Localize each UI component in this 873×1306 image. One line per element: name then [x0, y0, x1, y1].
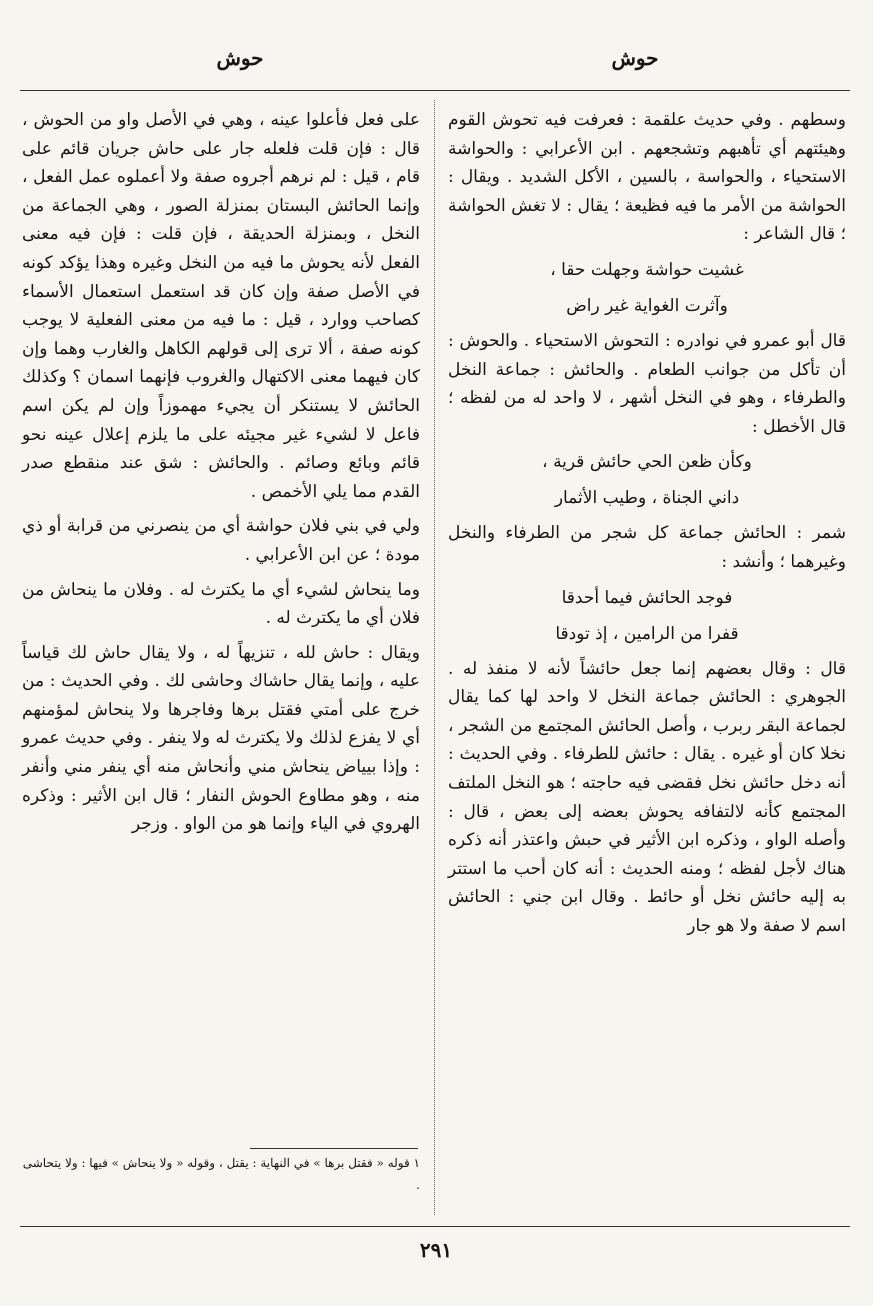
verse-1-line-1: غشيت حواشة وجهلت حقا ، — [550, 259, 744, 280]
footer-rule — [20, 1226, 850, 1227]
left-column — [22, 106, 420, 839]
header-rule — [20, 90, 850, 91]
left-paragraph-4: ويقال : حاش لله ، تنزيهاً له ، ولا يقال حاش لك قياساً عليه ، وإنما يقال حاشاك وحاشى لك . وفي الحديث : من خرج على أمتي فقتل برها وفاجرها ولا ينحاش لمؤمنهم أي لا يفزع لذلك ولا يكترث له ولا ينفر . وفي حديث عمرو : وإذا بيياض ينحاش مني وأنحاش منه أي ينفر مني وأنفر منه ، وهو مطاوع الحوش النفار ؛ قال ابن الأثير : وذكره الهروي في الياء وإنما هو من الواو . وزجر — [22, 642, 420, 835]
right-paragraph-4: قال : وقال بعضهم إنما جعل حائشاً لأنه لا منفذ له . الجوهري : الحائش جماعة النخل لا واحد لها كما يقال لجماعة البقر ربرب ، وأصل الحائش المجتمع من الشجر ، نخلا كان أو غيره . يقال : حائش للطرفاء . وفي الحديث : أنه دخل حائش نخل فقضى فيه حاجته ؛ هو النخل الملتف المجتمع كأنه لالتفافه يحوش بعضه إلى بعض ، قال : وأصله الواو ، وذكره ابن الأثير في حبش واعتذر أنه ذكره هناك لأجل لفظه ؛ ومنه الحديث : أنه كان أحب ما استتر به إليه حائش نخل أو حائط . وقال ابن جني : الحائش اسم لا صفة ولا هو جار — [448, 658, 846, 936]
verse-3-line-1: فوجد الحائش فيما أحدقا — [561, 587, 733, 608]
header-right-title: حوش — [611, 46, 659, 70]
verse-2-line-2: داني الجناة ، وطيب الأثمار — [554, 488, 740, 509]
left-paragraph-3: وما ينحاش لشيء أي ما يكترث له . وفلان ما ينحاش من فلان أي ما يكترث له . — [22, 579, 420, 629]
header-left-title: حوش — [216, 46, 264, 70]
footnote-rule — [250, 1148, 418, 1149]
left-paragraph-2: ولي في بني فلان حواشة أي من ينصرني من قرابة أو ذي مودة ؛ عن ابن الأعرابي . — [22, 516, 420, 565]
verse-3-line-2: قفرا من الرامين ، إذ تودقا — [555, 623, 739, 644]
footnote: ١ قوله « فقتل برها » في النهاية : يقتل ، وقوله « ولا ينحاش » فيها : ولا يتحاشى . — [22, 1156, 420, 1192]
right-paragraph-3: شمر : الحائش جماعة كل شجر من الطرفاء والنخل وغيرهما ؛ وأنشد : — [448, 523, 846, 572]
verse-2-line-1: وكأن ظعن الحي حائش قرية ، — [542, 452, 752, 473]
right-paragraph-1: وسطهم . وفي حديث علقمة : فعرفت فيه تحوش القوم وهيئتهم أي تأهبهم وتشجعهم . ابن الأعرابي : والحواشة الاستحياء ، والحواسة ، بالسين ، الأكل الشديد . ويقال : الحواشة من الأمر ما فيه فظيعة ؛ يقال : لا تغش الحواشة ؛ قال الشاعر : — [448, 110, 846, 245]
verse-1-line-2: وآثرت الغواية غير راض — [566, 295, 728, 316]
right-paragraph-2: قال أبو عمرو في نوادره : التحوش الاستحياء . والحوش : أن تأكل من جوانب الطعام . والحائش : جماعة النخل والطرفاء ، وهو في النخل أشهر ، لا واحد له من لفظه ؛ قال الأخطل : — [448, 330, 846, 437]
page-number: ٢٩١ — [419, 1238, 453, 1262]
right-column — [448, 106, 846, 940]
column-divider — [434, 100, 435, 1215]
left-paragraph-1: على فعل فأعلوا عينه ، وهي في الأصل واو من الحوش ، قال : فإن قلت فلعله جار على حاش جريان قائم على قام ، قيل : لم نرهم أجروه صفة ولا أعملوه عمل الفعل ، وإنما الحائش البستان بمنزلة الصور ، وهي الجماعة من النخل ، وبمنزلة الحديقة ، فإن قلت : فإن فيه معنى الفعل لأنه يحوش ما فيه من النخل وغيره وهذا يؤكد كونه في الأصل صفة وإن كان قد استعمل استعمال الأسماء كصاحب ووارد ، قيل : ما فيه من معنى الفعلية لا يوجب كونه صفة ، ألا ترى إلى قولهم الكاهل والغارب وهما وإن كان فيهما معنى الاكتهال والغروب فإنهما اسمان ؟ وكذلك الحائش لا يستنكر أن يجيء مهموزاً وإن لم يكن اسم فاعل لا لشيء غير مجيئه على ما يلزم إعلال عينه نحو قائم وبائع وصائم . والحائش : شق عند منقطع صدر القدم مما يلي الأخمص . — [22, 110, 420, 502]
